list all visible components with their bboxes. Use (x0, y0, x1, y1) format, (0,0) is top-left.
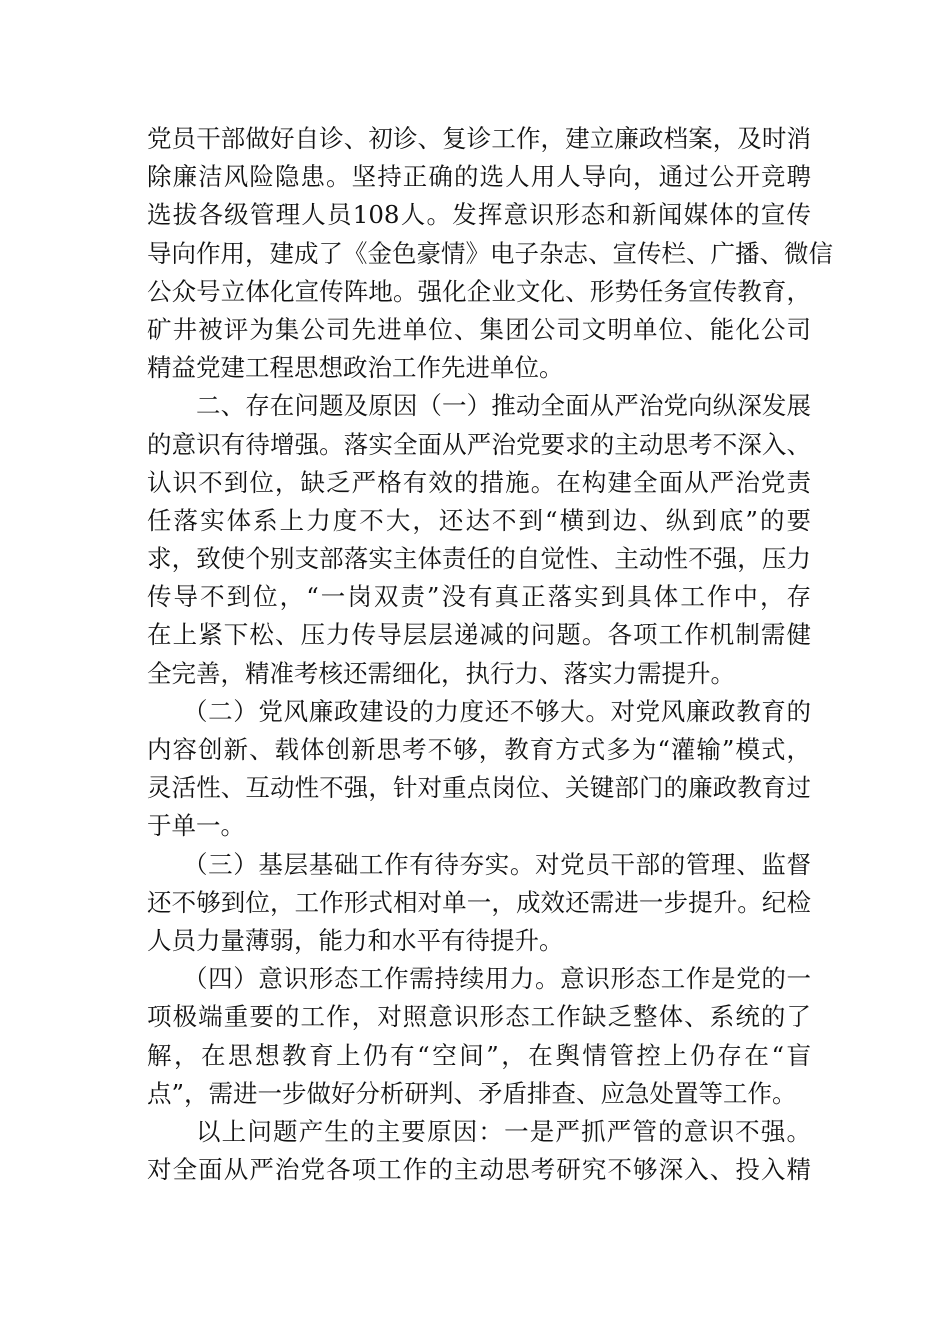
body-line: 项极端重要的工作，对照意识形态工作缺乏整体、系统的了 (147, 1002, 811, 1032)
section-heading-line: 二、存在问题及原因（一）推动全面从严治党向纵深发展 (196, 391, 811, 421)
body-line: 内容创新、载体创新思考不够，教育方式多为“灌输”模式， (147, 735, 811, 764)
subsection-heading-line: （四）意识形态工作需持续用力。意识形态工作是党的一 (183, 964, 811, 994)
body-line: 还不够到位，工作形式相对单一，成效还需进一步提升。纪检 (147, 887, 811, 917)
body-line: 党员干部做好自诊、初诊、复诊工作，建立廉政档案，及时消 (147, 124, 811, 153)
body-line: 公众号立体化宣传阵地。强化企业文化、形势任务宣传教育， (147, 276, 811, 306)
body-line: 求，致使个别支部落实主体责任的自觉性、主动性不强，压力 (147, 544, 811, 574)
body-line: 人员力量薄弱，能力和水平有待提升。 (147, 925, 564, 955)
body-line: 传导不到位，“一岗双责”没有真正落实到具体工作中，存 (147, 582, 811, 612)
body-line: 灵活性、互动性不强，针对重点岗位、关键部门的廉政教育过 (147, 773, 811, 803)
body-line: 的意识有待增强。落实全面从严治党要求的主动思考不深入、 (147, 429, 811, 459)
body-line: 精益党建工程思想政治工作先进单位。 (147, 353, 564, 383)
body-line: 认识不到位，缺乏严格有效的措施。在构建全面从严治党责 (147, 467, 811, 497)
body-line: 在上紧下松、压力传导层层递减的问题。各项工作机制需健 (147, 620, 811, 650)
paragraph-start-line: 以上问题产生的主要原因：一是严抓严管的意识不强。 (196, 1116, 811, 1146)
body-line: 解，在思想教育上仍有“空间”，在舆情管控上仍存在“盲 (147, 1040, 811, 1070)
subsection-heading-line: （二）党风廉政建设的力度还不够大。对党风廉政教育的 (183, 696, 811, 726)
subsection-heading-line: （三）基层基础工作有待夯实。对党员干部的管理、监督 (183, 849, 811, 879)
body-line: 点”，需进一步做好分析研判、矛盾排查、应急处置等工作。 (147, 1078, 797, 1108)
body-line: 任落实体系上力度不大，还达不到“横到边、纵到底”的要 (147, 505, 811, 535)
body-line: 除廉洁风险隐患。坚持正确的选人用人导向，通过公开竞聘 (147, 162, 811, 192)
body-line: 对全面从严治党各项工作的主动思考研究不够深入、投入精 (147, 1155, 811, 1185)
document-body (147, 120, 833, 1189)
body-line: 导向作用，建成了《金色豪情》电子杂志、宣传栏、广播、微信 (147, 238, 833, 268)
body-line: 矿井被评为集公司先进单位、集团公司文明单位、能化公司 (147, 314, 811, 344)
body-line: 全完善，精准考核还需细化，执行力、落实力需提升。 (147, 658, 735, 688)
body-line: 选拔各级管理人员108人。发挥意识形态和新闻媒体的宣传 (147, 200, 811, 230)
body-line: 于单一。 (147, 811, 245, 841)
